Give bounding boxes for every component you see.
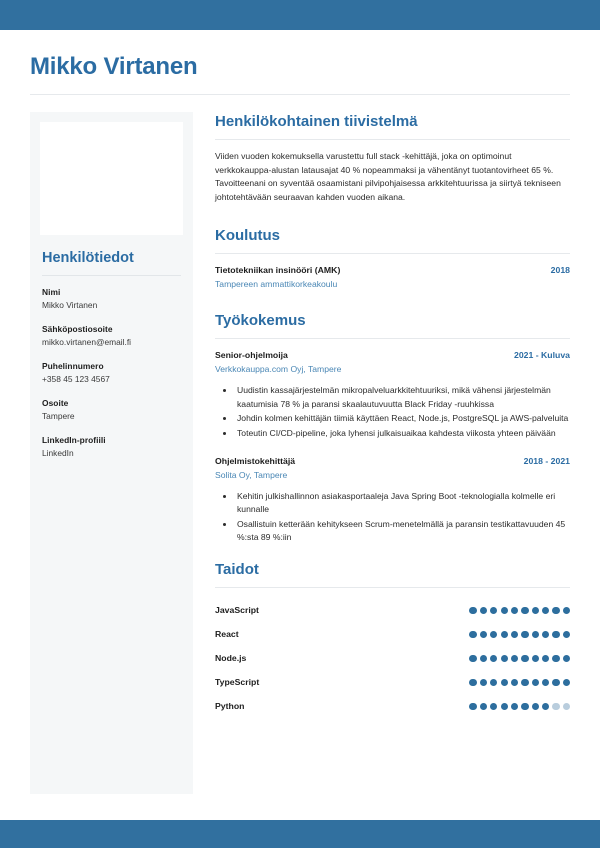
section-heading-summary: Henkilökohtainen tiivistelmä [215, 113, 418, 130]
skill-rating-dots [469, 655, 570, 662]
contact-label: LinkedIn-profiili [42, 435, 106, 445]
skill-dot-filled [563, 679, 570, 686]
skill-dot-filled [552, 679, 559, 686]
skill-dot-filled [469, 679, 476, 686]
sidebar-heading-personal-details: Henkilötiedot [42, 250, 134, 266]
skill-dot-filled [490, 631, 497, 638]
contact-item [40, 434, 183, 460]
skill-dot-filled [490, 655, 497, 662]
contact-label: Puhelinnumero [42, 361, 104, 371]
section-divider-summary [215, 139, 570, 140]
top-accent-bar [0, 0, 600, 30]
entry-title: Tietotekniikan insinööri (AMK) [215, 265, 341, 276]
profile-photo-placeholder [40, 122, 183, 235]
skill-dot-filled [552, 631, 559, 638]
skill-dot-filled [552, 655, 559, 662]
section-summary [215, 112, 570, 204]
bottom-accent-bar [0, 820, 600, 848]
contact-item [40, 397, 183, 423]
skill-dot-filled [501, 631, 508, 638]
contact-item [40, 323, 183, 349]
skill-dot-filled [480, 607, 487, 614]
section-heading-experience: Työkokemus [215, 312, 306, 330]
entry-header [215, 349, 570, 362]
skill-dot-empty [552, 703, 559, 710]
skill-list [215, 598, 570, 718]
entry-date: 2021 - Kuluva [513, 350, 570, 361]
skill-dot-filled [469, 631, 476, 638]
skill-dot-filled [532, 607, 539, 614]
section-education [215, 226, 570, 291]
entry-date: 2018 - 2021 [523, 455, 570, 466]
skill-dot-filled [542, 703, 549, 710]
skill-dot-filled [542, 607, 549, 614]
skill-dot-filled [480, 631, 487, 638]
resume-entry [215, 455, 570, 545]
contact-item [40, 360, 183, 386]
skill-dot-filled [480, 679, 487, 686]
skill-dot-filled [532, 655, 539, 662]
skill-row [215, 646, 570, 670]
summary-text: Viiden vuoden kokemuksella varustettu full stack -kehittäjä, joka on optimoinut verkkokauppa-alustan latausajat 40 % nopeammaksi ja vähentänyt tuotantovirheet 65 %. Tavoitteenani on syventää osaamistani pilvipohjaisessa arkkitehtuurissa ja siirtyä tekniseen johtotehtävään seuraavan kahden vuoden aikana. [215, 151, 561, 202]
skill-dot-filled [511, 631, 518, 638]
skill-dot-filled [532, 703, 539, 710]
skill-dot-filled [511, 679, 518, 686]
entry-bullet-list [215, 384, 570, 440]
sidebar [30, 112, 193, 794]
contact-value: Mikko Virtanen [42, 300, 98, 310]
main-column [193, 112, 570, 720]
entry-header [215, 455, 570, 468]
skill-dot-filled [542, 631, 549, 638]
skill-dot-filled [521, 679, 528, 686]
contact-label: Nimi [42, 287, 61, 297]
entry-subtitle: Verkkokauppa.com Oyj, Tampere [215, 364, 342, 375]
contact-label: Sähköpostiosoite [42, 324, 113, 334]
education-entry-list [215, 264, 570, 291]
entry-header [215, 264, 570, 277]
skill-dot-filled [563, 607, 570, 614]
resume-entry [215, 264, 570, 291]
contact-item [40, 286, 183, 312]
experience-entry-list [215, 349, 570, 544]
skill-dot-filled [490, 679, 497, 686]
skill-dot-filled [532, 679, 539, 686]
section-divider-education [215, 253, 570, 254]
entry-title: Senior-ohjelmoija [215, 350, 288, 361]
section-heading-skills: Taidot [215, 561, 259, 579]
skill-dot-filled [552, 607, 559, 614]
skill-dot-filled [469, 655, 476, 662]
skill-dot-filled [563, 655, 570, 662]
section-experience [215, 311, 570, 544]
contact-value: Tampere [42, 411, 75, 421]
page-title: Mikko Virtanen [30, 53, 198, 80]
contact-list [40, 286, 183, 460]
skill-name: JavaScript [215, 604, 259, 615]
skill-dot-filled [480, 655, 487, 662]
section-skills [215, 560, 570, 718]
skill-row [215, 694, 570, 718]
skill-dot-filled [511, 607, 518, 614]
entry-subtitle: Solita Oy, Tampere [215, 469, 288, 480]
skill-dot-filled [490, 607, 497, 614]
skill-dot-filled [521, 703, 528, 710]
skill-name: React [215, 628, 239, 639]
resume-content [0, 30, 600, 820]
section-divider-experience [215, 338, 570, 339]
skill-dot-filled [521, 631, 528, 638]
skill-dot-filled [542, 679, 549, 686]
skill-rating-dots [469, 607, 570, 614]
entry-bullet-list [215, 490, 570, 545]
skill-dot-filled [501, 607, 508, 614]
skill-rating-dots [469, 703, 570, 710]
skill-rating-dots [469, 679, 570, 686]
entry-title: Ohjelmistokehittäjä [215, 455, 296, 466]
skill-dot-filled [521, 655, 528, 662]
contact-value: mikko.virtanen@email.fi [42, 337, 132, 347]
skill-name: TypeScript [215, 676, 260, 687]
skill-row [215, 670, 570, 694]
entry-subtitle: Tampereen ammattikorkeakoulu [215, 279, 338, 290]
contact-label: Osoite [42, 398, 69, 408]
skill-rating-dots [469, 631, 570, 638]
skill-dot-filled [521, 607, 528, 614]
skill-dot-empty [563, 703, 570, 710]
skill-dot-filled [511, 655, 518, 662]
entry-bullet: • Osallistuin ketterään kehitykseen Scrum-menetelmällä ja paransin testikattavuuden 45 %:sta 89 %:iin [235, 518, 570, 545]
skill-name: Python [215, 700, 245, 711]
skill-dot-filled [469, 607, 476, 614]
skill-dot-filled [469, 703, 476, 710]
name-block [0, 30, 600, 95]
section-heading-education: Koulutus [215, 227, 280, 245]
skill-dot-filled [542, 655, 549, 662]
contact-value: LinkedIn [42, 448, 74, 458]
entry-bullet: • Kehitin julkishallinnon asiakasportaaleja Java Spring Boot -teknologialla kolmelle eri kunnalle [235, 490, 570, 517]
sidebar-heading-divider [42, 275, 181, 276]
skill-dot-filled [511, 703, 518, 710]
entry-bullet: • Uudistin kassajärjestelmän mikropalveluarkkitehtuuriksi, mikä vähensi järjestelmän kaatumisia 78 % ja paransi skaalautuvuutta Black Friday -ruuhkissa [235, 384, 570, 411]
skill-dot-filled [480, 703, 487, 710]
skill-row [215, 598, 570, 622]
skill-name: Node.js [215, 652, 247, 663]
entry-date: 2018 [550, 265, 570, 276]
section-divider-skills [215, 587, 570, 588]
skill-dot-filled [490, 703, 497, 710]
resume-entry [215, 349, 570, 440]
skill-row [215, 622, 570, 646]
entry-bullet: • Johdin kolmen kehittäjän tiimiä käyttäen React, Node.js, PostgreSQL ja AWS-palveluita [235, 412, 570, 425]
skill-dot-filled [501, 679, 508, 686]
skill-dot-filled [563, 631, 570, 638]
skill-dot-filled [501, 655, 508, 662]
skill-dot-filled [532, 631, 539, 638]
body-columns [0, 95, 600, 794]
contact-value: +358 45 123 4567 [42, 374, 110, 384]
entry-bullet: • Toteutin CI/CD-pipeline, joka lyhensi julkaisuaikaa kahdesta viikosta yhteen päivään [235, 427, 570, 440]
skill-dot-filled [501, 703, 508, 710]
